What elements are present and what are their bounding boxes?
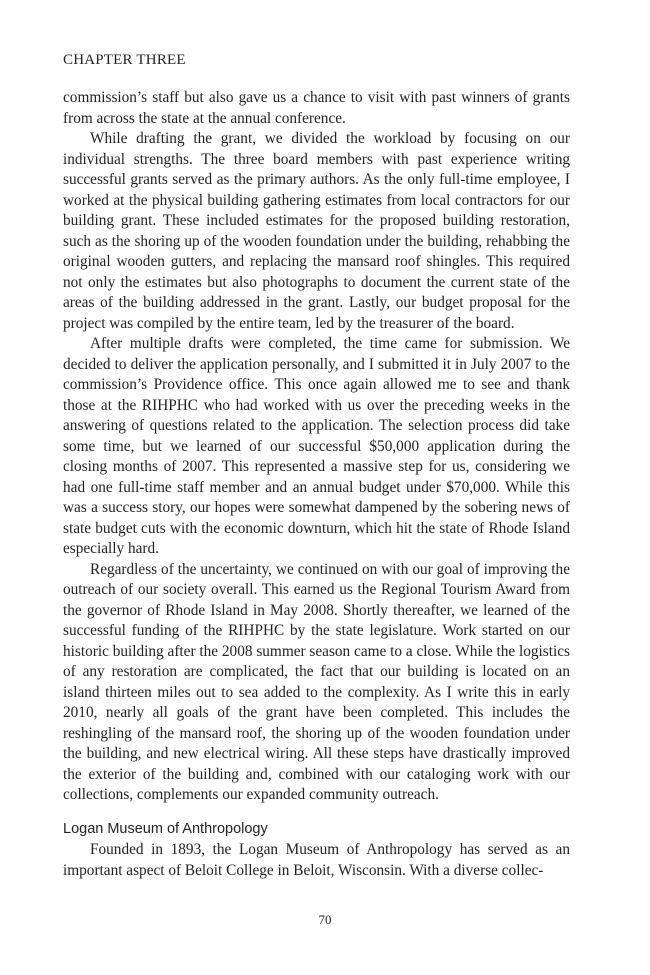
body-text [63, 88, 570, 806]
paragraph-logan-museum: Founded in 1893, the Logan Museum of Anthropology has served as an important aspect of Beloit College in Beloit, Wisconsin. With a diverse collec- [63, 841, 570, 879]
paragraph-drafting-grant: While drafting the grant, we divided the workload by focusing on our individual strengths. The three board members with past experience writing successful grants served as the primary authors. As the only full-time employee, I worked at the physical building gathering estimates from local contractors for our building grant. These included estimates for the proposed building restoration, such as the shoring up of the wooden foundation under the building, rehabbing the original wooden gutters, and replacing the mansard roof shingles. This required not only the estimates but also photographs to document the current state of the areas of the building addressed in the grant. Lastly, our budget proposal for the project was compiled by the entire team, led by the treasurer of the board. [63, 130, 570, 332]
page-number: 70 [318, 912, 332, 927]
paragraph-submission: After multiple drafts were completed, the time came for submission. We decided to deliver the application personally, and I submitted it in July 2007 to the commission’s Providence office. This once again allowed me to see and thank those at the RIHPHC who had worked with us over the preceding weeks in the answering of questions related to the application. The selection process did take some time, but we learned of our successful $50,000 application during the closing months of 2007. This represented a massive step for us, considering we had one full-time staff member and an annual budget under $70,000. While this was a success story, our hopes were somewhat dampened by the sobering news of state budget cuts with the economic downturn, which hit the state of Rhode Island especially hard. [63, 335, 570, 557]
paragraph-continued: commission’s staff but also gave us a chance to visit with past winners of grants from across the state at the annual conference. [63, 89, 570, 127]
running-head: CHAPTER THREE [63, 52, 186, 68]
paragraph-outreach: Regardless of the uncertainty, we continued on with our goal of improving the outreach of our society overall. This earned us the Regional Tourism Award from the governor of Rhode Island in May 2008. Shortly thereafter, we learned of the successful funding of the RIHPHC by the state legislature. Work started on our historic building after the 2008 summer season came to a close. While the logistics of any restoration are complicated, the fact that our building is located on an island thirteen miles out to sea added to the complexity. As I write this in early 2010, nearly all goals of the grant have been completed. This includes the reshingling of the mansard roof, the shoring up of the wooden foundation under the building, and new electrical wiring. All these steps have drastically improved the exterior of the building and, combined with our cataloging work with our collections, complements our expanded community outreach. [63, 560, 570, 803]
section-heading: Logan Museum of Anthropology [63, 821, 268, 837]
section-text [63, 840, 570, 881]
